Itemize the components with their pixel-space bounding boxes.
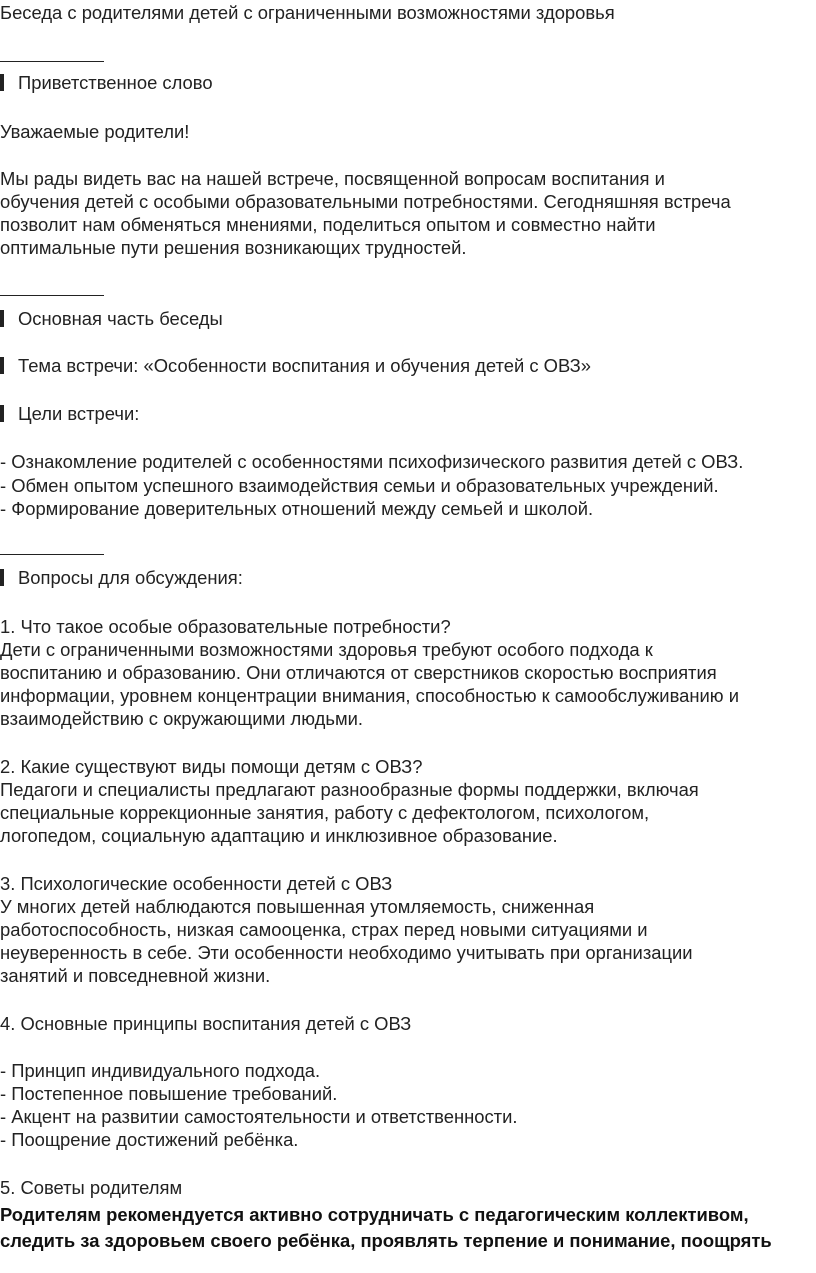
section-divider (0, 554, 104, 555)
goals-heading: Цели встречи: (0, 403, 139, 425)
greeting-salutation: Уважаемые родители! (0, 121, 190, 142)
question-answer-line: следить за здоровьем своего ребёнка, проявлять терпение и понимание, поощрять (0, 1230, 772, 1251)
bullet-bar-icon (0, 74, 4, 91)
question-answer-line: неуверенность в себе. Эти особенности необходимо учитывать при организации (0, 942, 693, 963)
greeting-heading: Приветственное слово (0, 72, 213, 94)
question-answer-line: информации, уровнем концентрации внимания, способностью к самообслуживанию и (0, 685, 739, 706)
question-answer-line: Педагоги и специалисты предлагают разнообразные формы поддержки, включая (0, 779, 699, 800)
bullet-bar-icon (0, 405, 4, 422)
greeting-paragraph-line: обучения детей с особыми образовательными потребностями. Сегодняшняя встреча (0, 191, 731, 212)
goal-item: - Обмен опытом успешного взаимодействия семьи и образовательных учреждений. (0, 475, 719, 496)
question-title: 5. Советы родителям (0, 1177, 183, 1198)
question-answer-line: занятий и повседневной жизни. (0, 965, 271, 986)
questions-heading: Вопросы для обсуждения: (0, 567, 243, 589)
question-answer-line: специальные коррекционные занятия, работу с дефектологом, психологом, (0, 802, 650, 823)
principle-item: - Поощрение достижений ребёнка. (0, 1129, 299, 1150)
principle-item: - Принцип индивидуального подхода. (0, 1060, 321, 1081)
bullet-bar-icon (0, 569, 4, 586)
greeting-paragraph-line: Мы рады видеть вас на нашей встрече, посвященной вопросам воспитания и (0, 168, 665, 189)
bullet-bar-icon (0, 357, 4, 374)
question-answer-line: взаимодействию с окружающими людьми. (0, 708, 363, 729)
question-title: 3. Психологические особенности детей с ОВЗ (0, 873, 393, 894)
question-answer-line: У многих детей наблюдаются повышенная утомляемость, сниженная (0, 896, 595, 917)
document-title: Беседа с родителями детей с ограниченными возможностями здоровья (0, 2, 615, 23)
meeting-topic: Тема встречи: «Особенности воспитания и обучения детей с ОВЗ» (0, 355, 591, 377)
goal-item: - Ознакомление родителей с особенностями психофизического развития детей с ОВЗ. (0, 451, 744, 472)
greeting-paragraph-line: оптимальные пути решения возникающих трудностей. (0, 237, 467, 258)
greeting-paragraph-line: позволит нам обменяться мнениями, поделиться опытом и совместно найти (0, 214, 656, 235)
question-answer-line: работоспособность, низкая самооценка, страх перед новыми ситуациями и (0, 919, 648, 940)
main-heading: Основная часть беседы (0, 308, 223, 330)
question-title: 2. Какие существуют виды помощи детям с ОВЗ? (0, 756, 423, 777)
question-answer-line: логопедом, социальную адаптацию и инклюзивное образование. (0, 825, 558, 846)
question-title: 1. Что такое особые образовательные потребности? (0, 616, 451, 637)
question-answer-line: Родителям рекомендуется активно сотрудничать с педагогическим коллективом, (0, 1204, 749, 1225)
question-title: 4. Основные принципы воспитания детей с ОВЗ (0, 1013, 412, 1034)
question-answer-line: воспитанию и образованию. Они отличаются от сверстников скоростью восприятия (0, 662, 717, 683)
principle-item: - Акцент на развитии самостоятельности и ответственности. (0, 1106, 518, 1127)
question-answer-line: Дети с ограниченными возможностями здоровья требуют особого подхода к (0, 639, 653, 660)
bullet-bar-icon (0, 310, 4, 327)
section-divider (0, 295, 104, 296)
goal-item: - Формирование доверительных отношений между семьей и школой. (0, 498, 594, 519)
section-divider (0, 61, 104, 62)
principle-item: - Постепенное повышение требований. (0, 1083, 338, 1104)
